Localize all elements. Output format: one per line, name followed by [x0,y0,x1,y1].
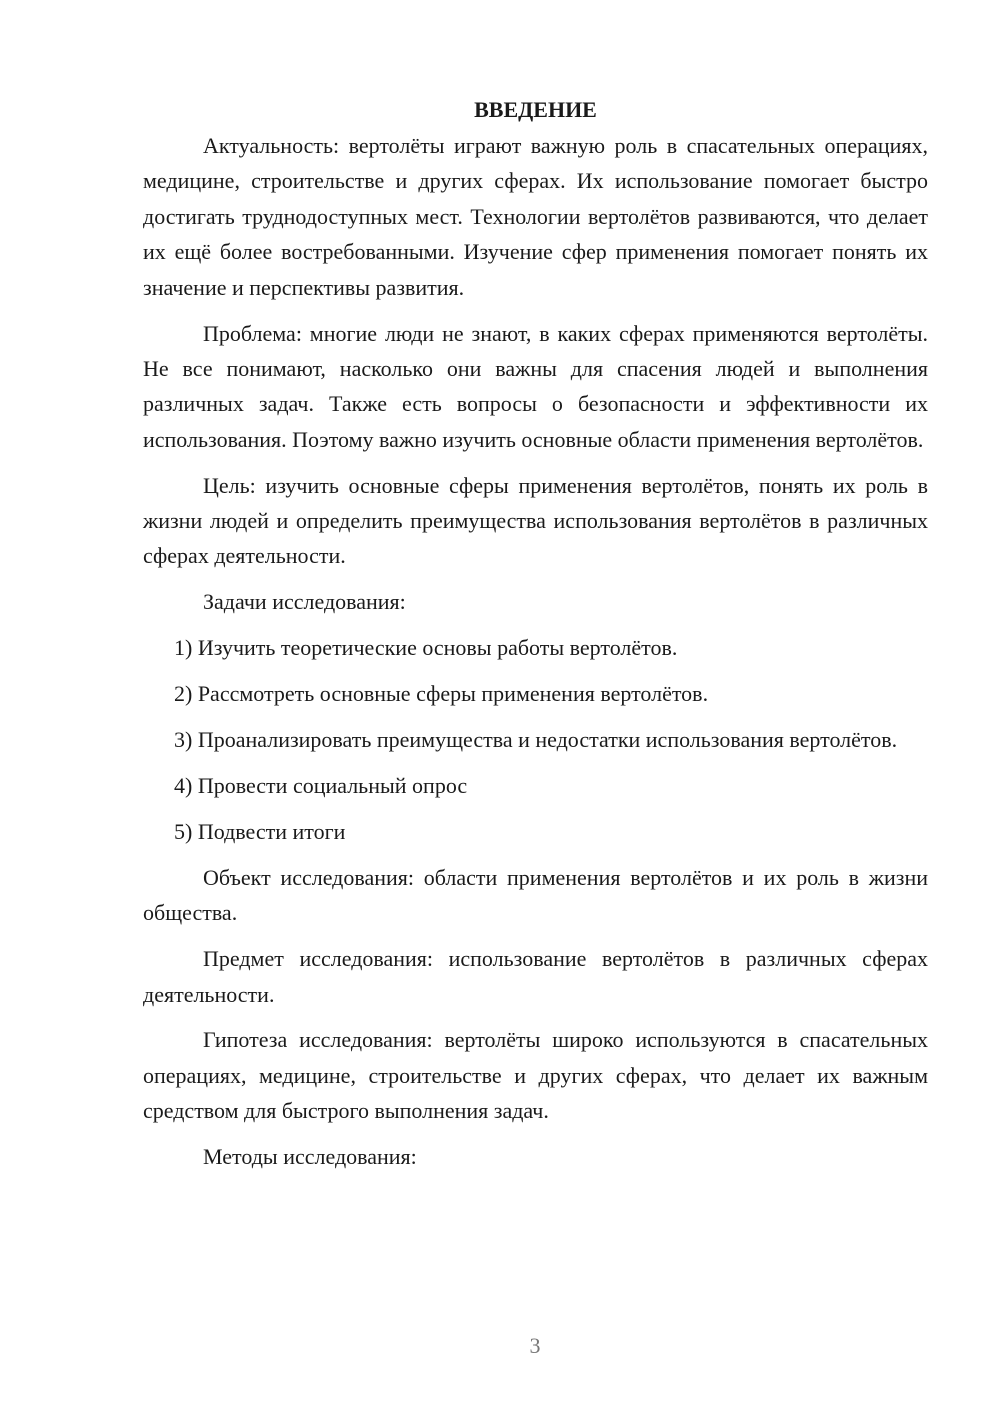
methods-heading: Методы исследования: [203,1144,417,1170]
task-item-2: 2) Рассмотреть основные сферы применения вертолётов. [174,681,709,707]
task-item-5: 5) Подвести итоги [174,818,346,844]
task-item-3: 3) Проанализировать преимущества и недостатки использования вертолётов. [174,727,898,753]
task-item-1: 1) Изучить теоретические основы работы вертолётов. [174,635,678,661]
problem-paragraph: Проблема: многие люди не знают, в каких сферах применяются вертолёты. Не все понимают, насколько они важны для спасения людей и выполнения различных задач. Также есть вопросы о безопасности и эффективности их использования. Поэтому важно изучить основные области применения вертолётов. [143,320,928,452]
page-number: 3 [529,1333,541,1358]
goal-paragraph: Цель: изучить основные сферы применения вертолётов, понять их роль в жизни людей и определить преимущества использования вертолётов в различных сферах деятельности. [143,472,928,569]
relevance-paragraph: Актуальность: вертолёты играют важную роль в спасательных операциях, медицине, строительстве и других сферах. Их использование помогает быстро достигать труднодоступных мест. Технологии вертолётов развиваются, что делает их ещё более востребованными. Изучение сфер применения помогает понять их значение и перспективы развития. [143,133,928,300]
section-heading: ВВЕДЕНИЕ [474,97,597,122]
tasks-heading: Задачи исследования: [203,589,406,615]
task-item-4: 4) Провести социальный опрос [174,773,468,798]
object-paragraph: Объект исследования: области применения вертолётов и их роль в жизни общества. [143,864,928,926]
subject-paragraph: Предмет исследования: использование вертолётов в различных сферах деятельности. [143,946,928,1007]
hypothesis-paragraph: Гипотеза исследования: вертолёты широко используются в спасательных операциях, медицине, строительстве и других сферах, что делает их важным средством для быстрого выполнения задач. [143,1027,928,1124]
document-page [143,92,928,1185]
